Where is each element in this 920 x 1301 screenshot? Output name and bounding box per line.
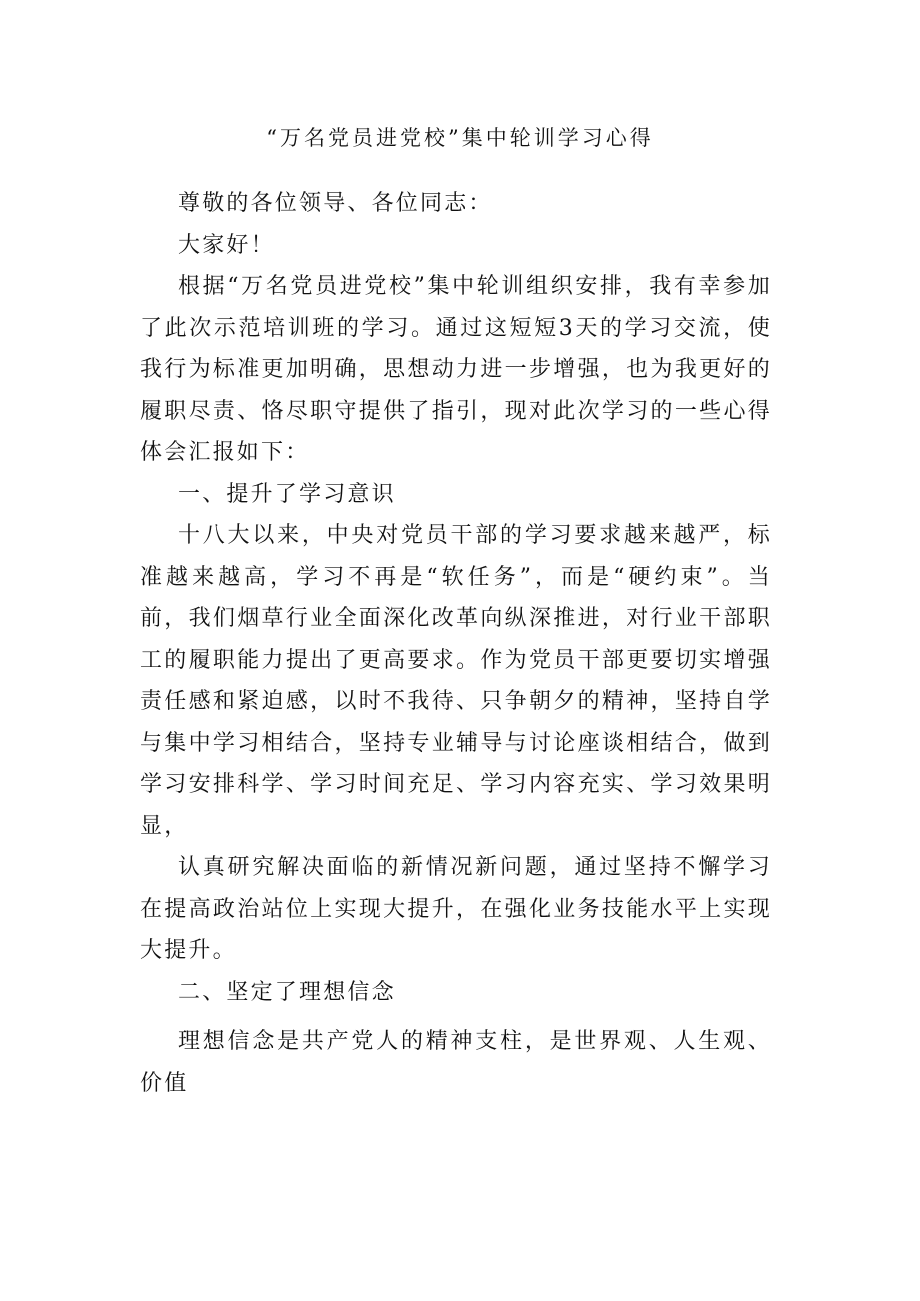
salutation: 尊敬的各位领导、各位同志：	[178, 191, 493, 216]
section-2-heading: 二、坚定了理想信念	[178, 979, 396, 1005]
section-2-paragraph-1: 理想信念是共产党人的精神支柱，是世界观、人生观、价值	[140, 1029, 772, 1096]
intro-paragraph: 根据“万名党员进党校”集中轮训组织安排，我有幸参加了此次示范培训班的学习。通过这短短3天的学习交流，使我行为标准更加明确，思想动力进一步增强，也为我更好的履职尽责、恪尽职守提供了指引，现对此次学习的一些心得体会汇报如下：	[140, 274, 772, 465]
section-1-paragraph-1: 十八大以来，中央对党员干部的学习要求越来越严，标准越来越高，学习不再是“软任务”，而是“硬约束”。当前，我们烟草行业全面深化改革向纵深推进，对行业干部职工的履职能力提出了更高要求。作为党员干部更要切实增强责任感和紧迫感，以时不我待、只争朝夕的精神，坚持自学与集中学习相结合，坚持专业辅导与讨论座谈相结合，做到学习安排科学、学习时间充足、学习内容充实、学习效果明显，	[140, 523, 772, 839]
section-1-paragraph-2: 认真研究解决面临的新情况新问题，通过坚持不懈学习在提高政治站位上实现大提升，在强化业务技能水平上实现大提升。	[140, 855, 772, 963]
section-1-heading: 一、提升了学习意识	[178, 481, 396, 507]
document-body	[140, 183, 772, 1104]
greeting: 大家好！	[178, 232, 275, 258]
document-title: “万名党员进党校”集中轮训学习心得	[266, 126, 654, 150]
